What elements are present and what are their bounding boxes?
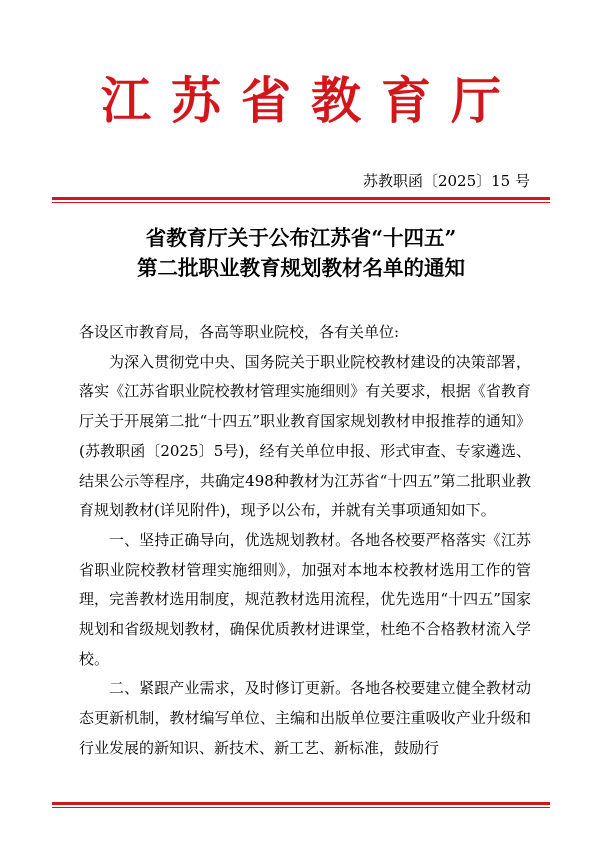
red-divider-bottom-thin bbox=[52, 807, 550, 808]
document-body bbox=[79, 318, 531, 764]
paragraph-section-2: 二、紧跟产业需求，及时修订更新。各地各校要建立健全教材动态更新机制，教材编写单位、主编和出版单位要注重吸收产业升级和行业发展的新知识、新技术、新工艺、新标准，鼓励行 bbox=[79, 679, 531, 757]
paragraph-intro: 为深入贯彻党中央、国务院关于职业院校教材建设的决策部署，落实《江苏省职业院校教材管理实施细则》有关要求，根据《省教育厅关于开展第二批“十四五”职业教育国家规划教材申报推荐的通知》(苏教职函〔2025〕5号)，经有关单位申报、形式审查、专家遴选、结果公示等程序，共确定498种教材为江苏省“十四五”第二批职业教育规划教材(详见附件)，现予以公布，并就有关事项通知如下。 bbox=[79, 352, 531, 520]
document-title-line-2: 第二批职业教育规划教材名单的通知 bbox=[137, 256, 465, 280]
issuing-authority-header: 江苏省教育厅 bbox=[101, 71, 521, 130]
salutation: 各设区市教育局，各高等职业院校，各有关单位: bbox=[79, 323, 400, 341]
document-title-line-1: 省教育厅关于公布江苏省“十四五” bbox=[145, 226, 457, 250]
red-divider-top bbox=[52, 197, 550, 200]
red-divider-top-thin bbox=[52, 202, 550, 203]
document-number: 苏教职函〔2025〕15 号 bbox=[362, 172, 530, 190]
paragraph-section-1: 一、坚持正确导向，优选规划教材。各地各校要严格落实《江苏省职业院校教材管理实施细则》，加强对本地本校教材选用工作的管理，完善教材选用制度，规范教材选用流程，优先选用“十四五”国家规划和省级规划教材，确保优质教材进课堂，杜绝不合格教材流入学校。 bbox=[79, 530, 531, 668]
red-divider-bottom bbox=[52, 802, 550, 805]
